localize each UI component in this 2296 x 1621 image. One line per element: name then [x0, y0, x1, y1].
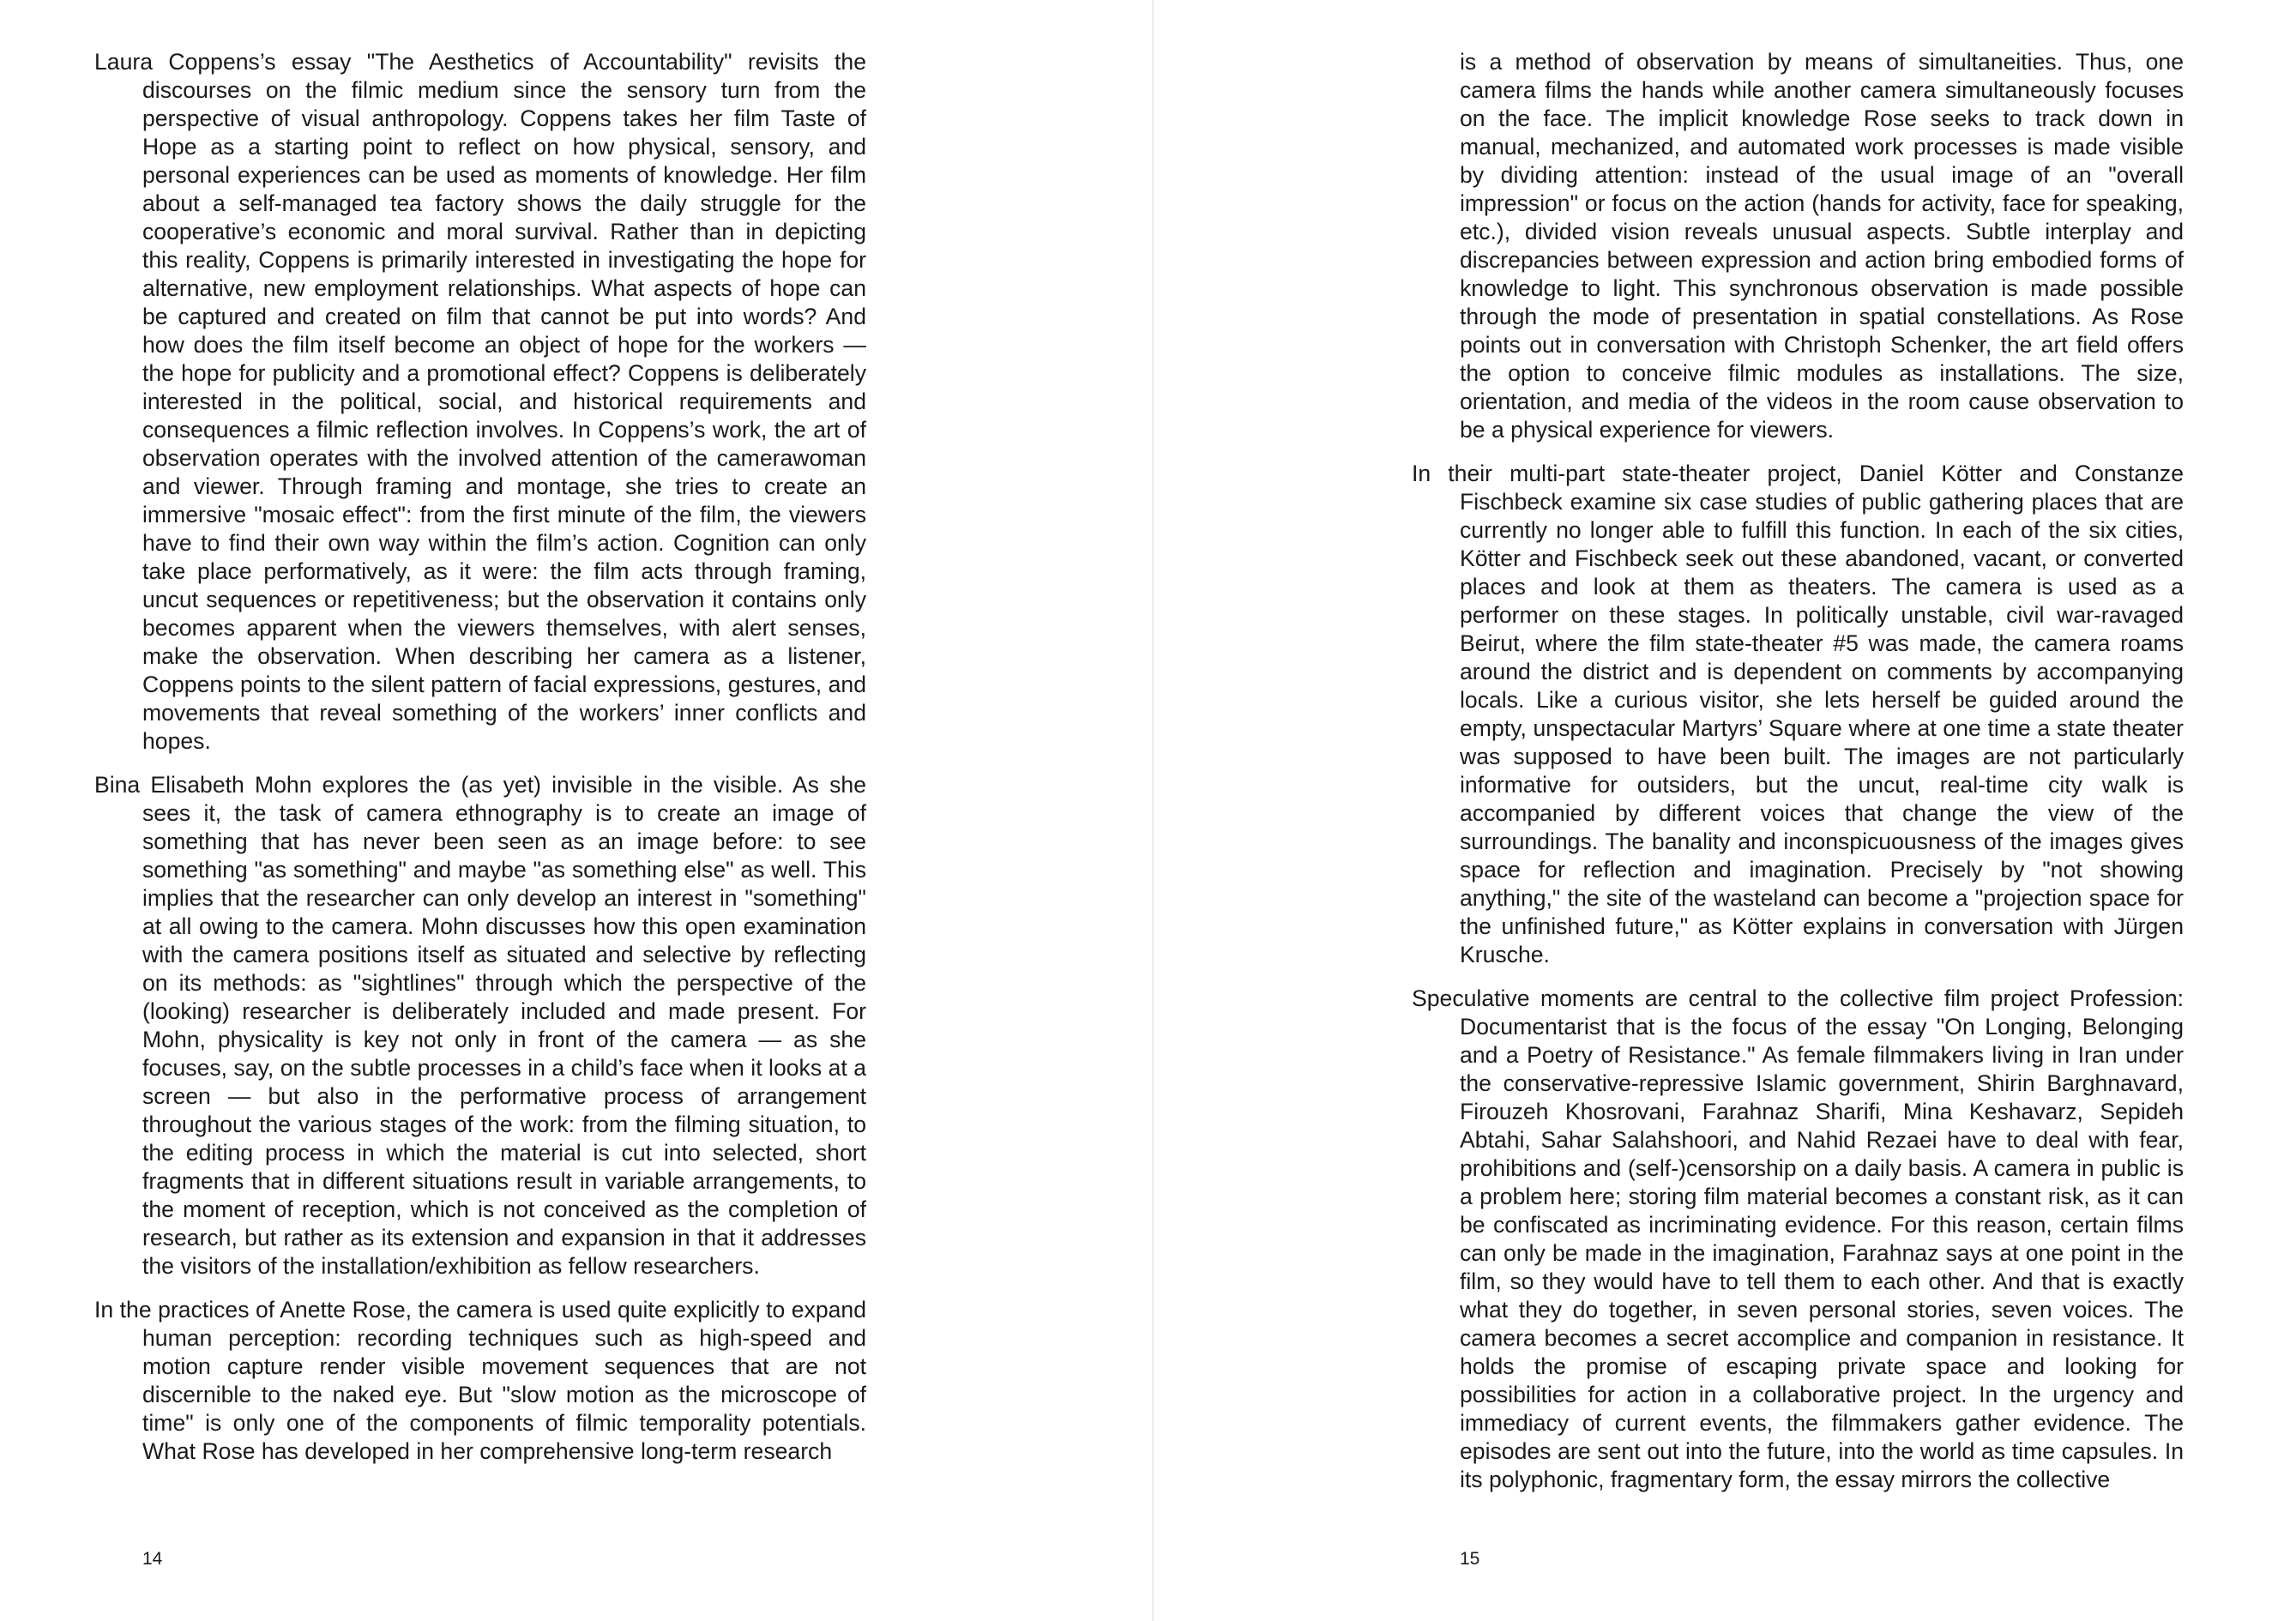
paragraph-rose-continued: is a method of observation by means of simultaneities. Thus, one camera films the hands while another camera simultaneously focuses on the face. The implicit knowledge Rose seeks to track down in manual, mechanized, and automated work processes is made visible by dividing attention: instead of the usual image of an "overall impression" or focus on the action (hands for activity, face for speaking, etc.), divided vision reveals unusual aspects. Subtle interplay and discrepancies between expression and action bring embodied forms of knowledge to light. This synchronous observation is made possible through the mode of presentation in spatial constellations. As Rose points out in conversation with Christoph Schenker, the art field offers the option to conceive filmic modules as installations. The size, orientation, and media of the videos in the room cause observation to be a physical experience for viewers.	[1460, 49, 2184, 443]
book-gutter	[1152, 0, 1154, 1621]
paragraph-rose: In the practices of Anette Rose, the camera is used quite explicitly to expand human perception: recording techniques such as high-speed and motion capture render visible movement sequences that are not discernible to the naked eye. But "slow motion as the microscope of time" is only one of the components of filmic temporality potentials. What Rose has developed in her comprehensive long-term research	[94, 1297, 866, 1464]
paragraph-profession-documentarist: Speculative moments are central to the collective film project Profession: Documentarist that is the focus of the essay "On Longing, Belonging and a Poetry of Resistance." As female filmmakers living in Iran under the conservative-repressive Islamic government, Shirin Barghnavard, Firouzeh Khosrovani, Farahnaz Sharifi, Mina Keshavarz, Sepideh Abtahi, Sahar Salahshoori, and Nahid Rezaei have to deal with fear, prohibitions and (self-)censorship on a daily basis. A camera in public is a problem here; storing film material becomes a constant risk, as it can be confiscated as incriminating evidence. For this reason, certain films can only be made in the imagination, Farahnaz says at one point in the film, so they would have to tell them to each other. And that is exactly what they do together, in seven personal stories, seven voices. The camera becomes a secret accomplice and companion in resistance. It holds the promise of escaping private space and looking for possibilities for action in a collaborative project. In the urgency and immediacy of current events, the filmmakers gather evidence. The episodes are sent out into the future, into the world as time capsules. In its polyphonic, fragmentary form, the essay mirrors the collective	[1412, 985, 2184, 1492]
paragraph-coppens: Laura Coppens’s essay "The Aesthetics of Accountability" revisits the discourses on the filmic medium since the sensory turn from the perspective of visual anthropology. Coppens takes her film Taste of Hope as a starting point to reflect on how physical, sensory, and personal experiences can be used as moments of knowledge. Her film about a self-managed tea factory shows the daily struggle for the cooperative’s economic and moral survival. Rather than in depicting this reality, Coppens is primarily interested in investigating the hope for alternative, new employment relationships. What aspects of hope can be captured and created on film that cannot be put into words? And how does the film itself become an object of hope for the workers — the hope for publicity and a promotional effect? Coppens is deliberately interested in the political, social, and historical requirements and consequences a filmic reflection involves. In Coppens’s work, the art of observation operates with the involved attention of the camerawoman and viewer. Through framing and montage, she tries to create an immersive "mosaic effect": from the first minute of the film, the viewers have to find their own way within the film’s action. Cognition can only take place performatively, as it were: the film acts through framing, uncut sequences or repetitiveness; but the observation it contains only becomes apparent when the viewers themselves, with alert senses, make the observation. When describing her camera as a listener, Coppens points to the silent pattern of facial expressions, gestures, and movements that reveal something of the workers’ inner conflicts and hopes.	[94, 49, 866, 754]
paragraph-koetter-fischbeck: In their multi-part state-theater project, Daniel Kötter and Constanze Fischbeck examine six case studies of public gathering places that are currently no longer able to fulfill this function. In each of the six cities, Kötter and Fischbeck seek out these abandoned, vacant, or converted places and look at them as theaters. The camera is used as a performer on these stages. In politically unstable, civil war-ravaged Beirut, where the film state-theater #5 was made, the camera roams around the district and is dependent on comments by accompanying locals. Like a curious visitor, she lets herself be guided around the empty, unspectacular Martyrs’ Square where at one time a state theater was supposed to have been built. The images are not particularly informative for outsiders, but the uncut, real-time city walk is accompanied by different voices that change the view of the surroundings. The banality and inconspicuousness of the images gives space for reflection and imagination. Precisely by "not showing anything," the site of the wasteland can become a "projection space for the unfinished future," as Kötter explains in conversation with Jürgen Krusche.	[1412, 461, 2184, 967]
paragraph-mohn: Bina Elisabeth Mohn explores the (as yet) invisible in the visible. As she sees it, the task of camera ethnography is to create an image of something that has never been seen as an image before: to see something "as something" and maybe "as something else" as well. This implies that the researcher can only develop an interest in "something" at all owing to the camera. Mohn discusses how this open examination with the camera positions itself as situated and selective by reflecting on its methods: as "sightlines" through which the perspective of the (looking) researcher is deliberately included and made present. For Mohn, physicality is key not only in front of the camera — as she focuses, say, on the subtle processes in a child’s face when it looks at a screen — but also in the performative process of arrangement throughout the various stages of the work: from the filming situation, to the editing process in which the material is cut into selected, short fragments that in different situations result in variable arrangements, to the moment of reception, which is not conceived as the completion of research, but rather as its extension and expansion in that it addresses the visitors of the installation/exhibition as fellow researchers.	[94, 772, 866, 1279]
page-number: 14	[142, 1549, 163, 1569]
right-page	[1154, 0, 2296, 1621]
page-number: 15	[1460, 1549, 1480, 1569]
left-text-column	[94, 48, 866, 1481]
right-text-column	[1412, 48, 2184, 1510]
